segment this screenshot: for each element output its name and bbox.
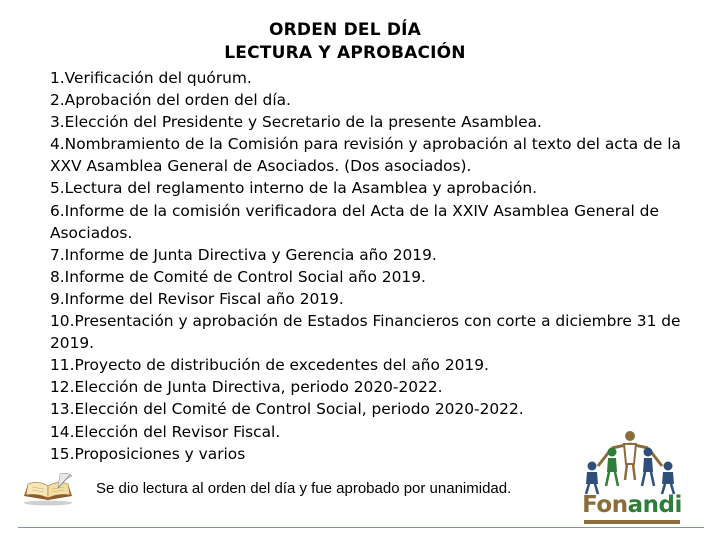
agenda-item: 1.Verificación del quórum. bbox=[50, 69, 252, 87]
agenda-item: 8.Informe de Comité de Control Social año 2019. bbox=[50, 267, 426, 286]
agenda-list bbox=[50, 67, 690, 465]
agenda-item: 14.Elección del Revisor Fiscal. bbox=[50, 422, 281, 441]
people-holding-hands-icon bbox=[578, 428, 684, 496]
title-line-2: LECTURA Y APROBACIÓN bbox=[224, 43, 466, 63]
fonandi-logo bbox=[578, 428, 684, 528]
agenda-item: 3.Elección del Presidente y Secretario de la presente Asamblea. bbox=[50, 113, 542, 132]
logo-wordmark: Fonandi bbox=[582, 492, 682, 518]
agenda-item: 13.Elección del Comité de Control Social, periodo 2020-2022. bbox=[50, 400, 524, 419]
agenda-item: 9.Informe del Revisor Fiscal año 2019. bbox=[50, 289, 344, 308]
approval-note: Se dio lectura al orden del día y fue aprobado por unanimidad. bbox=[96, 480, 512, 497]
agenda-item: 7.Informe de Junta Directiva y Gerencia año 2019. bbox=[50, 245, 437, 264]
open-book-quill-icon bbox=[20, 472, 76, 506]
title-line-1: ORDEN DEL DÍA bbox=[268, 20, 422, 40]
agenda-item: 10.Presentación y aprobación de Estados Financieros con corte a diciembre 31 de 2019. bbox=[50, 312, 681, 353]
agenda-item: 12.Elección de Junta Directiva, periodo 2020-2022. bbox=[50, 378, 443, 397]
agenda-item: 6.Informe de la comisión verificadora del Acta de la XXIV Asamblea General de Asociados. bbox=[50, 201, 659, 242]
agenda-item: 5.Lectura del reglamento interno de la Asamblea y aprobación. bbox=[50, 179, 538, 198]
agenda-item: 2.Aprobación del orden del día. bbox=[50, 91, 291, 110]
agenda-item: 4.Nombramiento de la Comisión para revisión y aprobación al texto del acta de la XXV Asamblea General de Asociados. (Dos asociados). bbox=[50, 135, 681, 176]
logo-underline bbox=[584, 520, 680, 524]
agenda-item: 15.Proposiciones y varios bbox=[50, 444, 246, 463]
bottom-divider bbox=[18, 527, 704, 528]
agenda-item: 11.Proyecto de distribución de excedentes del año 2019. bbox=[50, 356, 489, 375]
